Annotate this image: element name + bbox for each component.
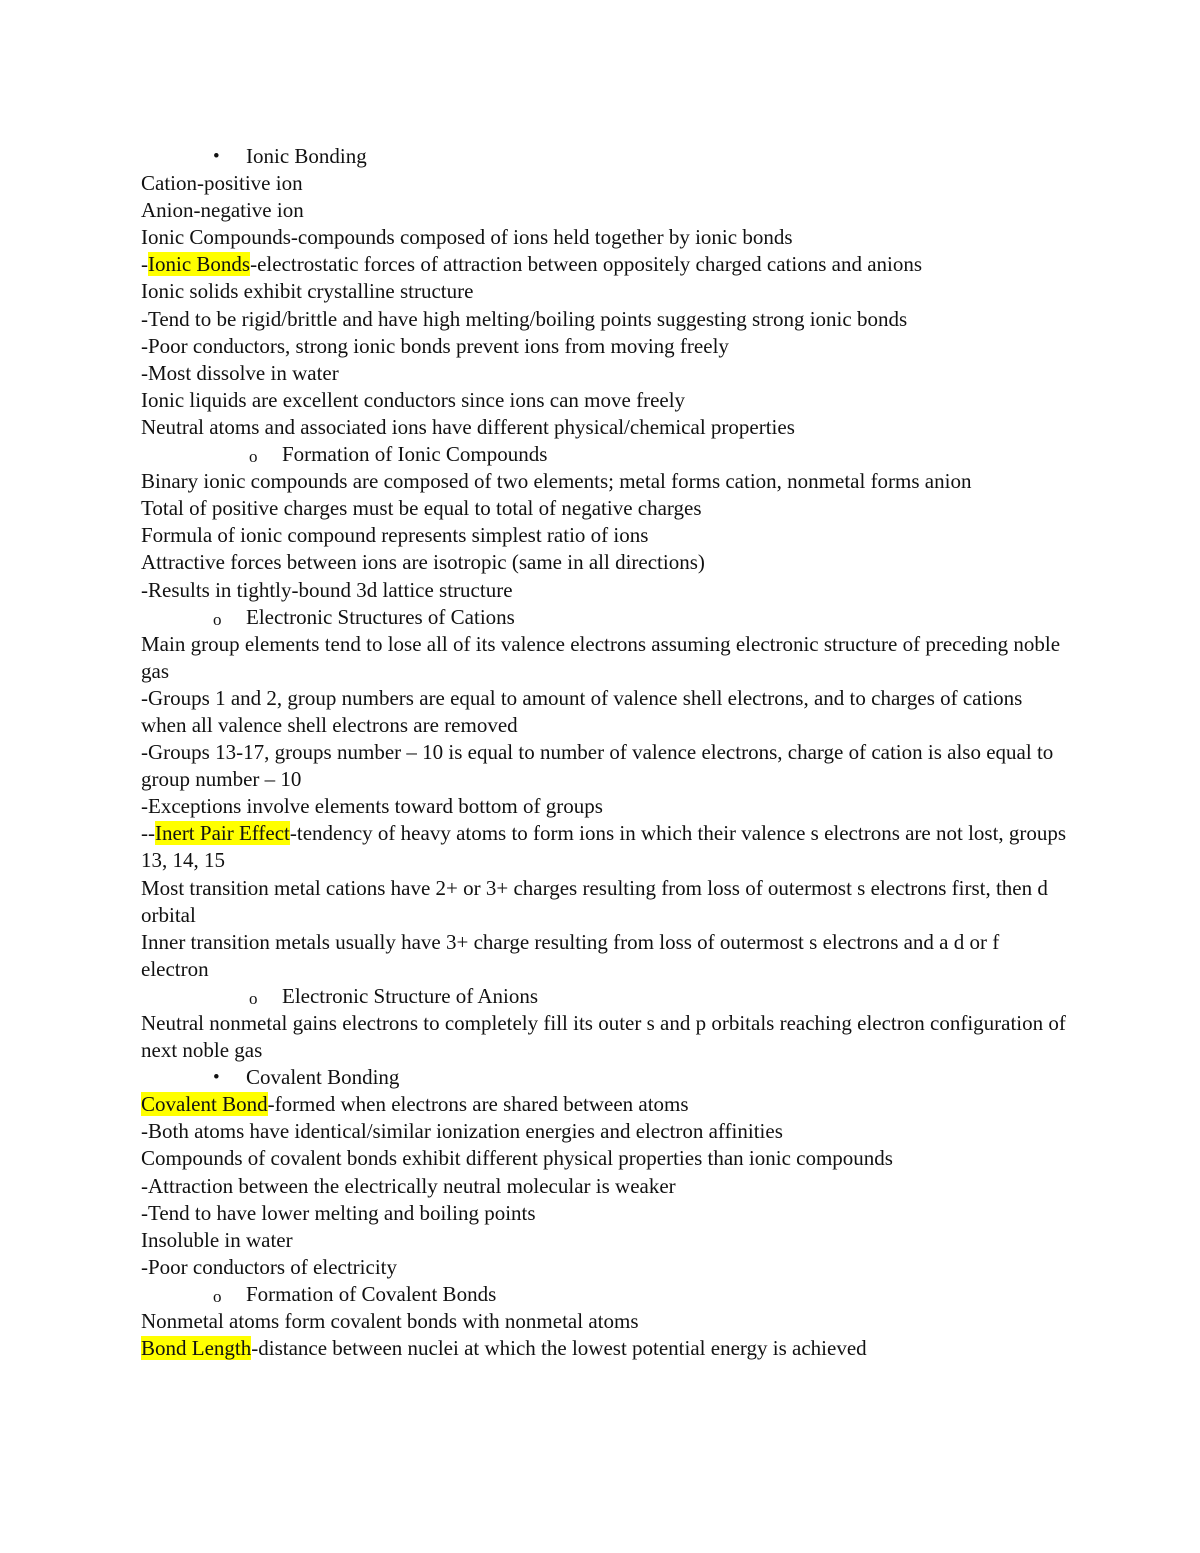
- document-body: [141, 143, 1071, 1362]
- text-line: Ionic liquids are excellent conductors since ions can move freely: [141, 387, 686, 412]
- subsection-heading-formation-ionic: [141, 441, 1071, 468]
- text-line: Binary ionic compounds are composed of two elements; metal forms cation, nonmetal forms anion: [141, 469, 972, 494]
- text-fragment: -formed when electrons are shared between atoms: [267, 1092, 689, 1117]
- text-line-ionic-bonds: [141, 251, 1071, 278]
- text-line: -Attraction between the electrically neutral molecular is weaker: [141, 1173, 676, 1198]
- bullet-icon: •: [213, 1067, 220, 1089]
- subsection-heading-cations: [141, 604, 1071, 631]
- sub-bullet-icon: o: [249, 447, 258, 467]
- text-line: -Poor conductors, strong ionic bonds prevent ions from moving freely: [141, 333, 729, 358]
- text-line: -Groups 13-17, groups number – 10 is equal to number of valence electrons, charge of cation is also equal to group number – 10: [141, 740, 1054, 792]
- text-line: -Groups 1 and 2, group numbers are equal to amount of valence shell electrons, and to charges of cations when all valence shell electrons are removed: [141, 685, 1023, 737]
- text-line: Most transition metal cations have 2+ or 3+ charges resulting from loss of outermost s electrons first, then d orbital: [141, 875, 1048, 927]
- sub-bullet-icon: o: [213, 609, 222, 629]
- highlighted-term: Covalent Bond: [141, 1092, 268, 1117]
- section-heading-ionic-bonding: [141, 143, 1071, 170]
- text-line-covalent-bond: [141, 1091, 1071, 1118]
- text-line: Nonmetal atoms form covalent bonds with nonmetal atoms: [141, 1309, 639, 1334]
- text-line: Ionic solids exhibit crystalline structure: [141, 279, 474, 304]
- highlighted-term: Ionic Bonds: [148, 252, 251, 277]
- text-line: Compounds of covalent bonds exhibit different physical properties than ionic compounds: [141, 1146, 893, 1171]
- text-fragment: -tendency of heavy atoms to form ions in which their valence s electrons are not lost, groups 13, 14, 15: [141, 821, 1067, 873]
- text-line: Main group elements tend to lose all of its valence electrons assuming electronic structure of preceding noble gas: [141, 631, 1061, 683]
- text-line: Anion-negative ion: [141, 198, 304, 223]
- text-line: -Poor conductors of electricity: [141, 1254, 397, 1279]
- sub-bullet-icon: o: [213, 1286, 222, 1306]
- sub-bullet-icon: o: [249, 988, 258, 1008]
- text-line: -Results in tightly-bound 3d lattice structure: [141, 577, 513, 602]
- text-line: Total of positive charges must be equal to total of negative charges: [141, 496, 702, 521]
- text-line: -Both atoms have identical/similar ionization energies and electron affinities: [141, 1119, 783, 1144]
- text-line: -Most dissolve in water: [141, 360, 339, 385]
- subsection-heading-anions: [141, 983, 1071, 1010]
- highlighted-term: Inert Pair Effect: [155, 821, 290, 846]
- text-line: -Tend to have lower melting and boiling points: [141, 1200, 536, 1225]
- section-title: Covalent Bonding: [246, 1065, 400, 1090]
- text-fragment: -: [141, 252, 148, 277]
- text-fragment: -electrostatic forces of attraction between oppositely charged cations and anions: [250, 252, 923, 277]
- text-line-bond-length: [141, 1335, 1071, 1362]
- subsection-title: Formation of Ionic Compounds: [282, 442, 548, 467]
- section-title: Ionic Bonding: [246, 144, 367, 168]
- text-line-inert-pair: [141, 820, 1071, 874]
- text-line: Insoluble in water: [141, 1227, 293, 1252]
- subsection-title: Formation of Covalent Bonds: [246, 1281, 497, 1306]
- highlighted-term: Bond Length: [141, 1336, 252, 1361]
- text-fragment: -distance between nuclei at which the lowest potential energy is achieved: [251, 1336, 867, 1361]
- subsection-title: Electronic Structure of Anions: [282, 983, 539, 1008]
- text-line: Ionic Compounds-compounds composed of ions held together by ionic bonds: [141, 225, 793, 250]
- text-line: -Tend to be rigid/brittle and have high melting/boiling points suggesting strong ionic bonds: [141, 306, 908, 331]
- text-line: Neutral atoms and associated ions have different physical/chemical properties: [141, 414, 795, 439]
- subsection-title: Electronic Structures of Cations: [246, 604, 515, 629]
- subsection-heading-formation-covalent: [141, 1281, 1071, 1308]
- text-line: Inner transition metals usually have 3+ charge resulting from loss of outermost s electrons and a d or f electron: [141, 929, 1000, 981]
- section-heading-covalent-bonding: [141, 1064, 1071, 1091]
- text-line: -Exceptions involve elements toward bottom of groups: [141, 794, 603, 819]
- text-line: Attractive forces between ions are isotropic (same in all directions): [141, 550, 705, 575]
- bullet-icon: •: [213, 146, 220, 167]
- text-line: Neutral nonmetal gains electrons to completely fill its outer s and p orbitals reaching electron configuration of next noble gas: [141, 1011, 1066, 1063]
- text-line: Formula of ionic compound represents simplest ratio of ions: [141, 523, 649, 548]
- text-line: Cation-positive ion: [141, 171, 303, 196]
- text-fragment: --: [141, 821, 155, 846]
